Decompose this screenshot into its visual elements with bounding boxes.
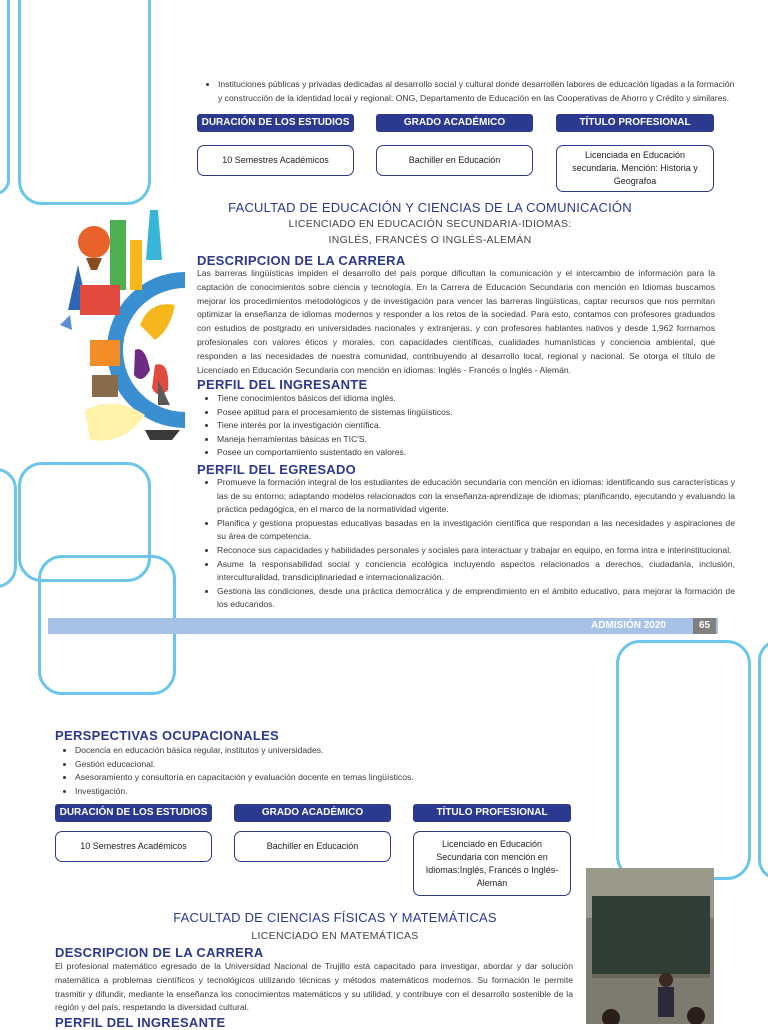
title-header: TÍTULO PROFESIONAL [413,804,571,822]
faculty-title: FACULTAD DE EDUCACIÓN Y CIENCIAS DE LA COMUNICACIÓN [228,200,632,215]
duration-value: 10 Semestres Académicos [197,145,354,176]
section-heading-perspectivas: PERSPECTIVAS OCUPACIONALES [55,728,280,743]
title-value: Licenciada en Educación secundaria. Mención: Historia y Geografoa [556,145,714,192]
degree-value: Bachiller en Educación [234,831,391,862]
section-heading-ingresante: PERFIL DEL INGRESANTE [55,1015,226,1030]
duration-header: DURACIÓN DE LOS ESTUDIOS [55,804,212,822]
decorative-frame [758,640,768,880]
list-item: • Investigación. [75,785,595,799]
egresado-list [197,476,735,612]
classroom-photo [586,868,714,1024]
degree-subtitle: LICENCIADO EN MATEMÁTICAS [251,930,419,942]
degree-header: GRADO ACADÉMICO [376,114,533,132]
list-item: • Instituciones públicas y privadas dedicadas al desarrollo social y cultural donde desarrollen labores de educación ligadas a la formación y construcción de la identidad local y regional: ONG, Departamento de Educación en las Cooperativas de Ahorro y Crédito y similares. [218,78,736,105]
page-footer-bar [48,618,718,634]
list-item: • Posee aptitud para el procesamiento de sistemas lingüísticos. [217,406,735,420]
section-heading-egresado: PERFIL DEL EGRESADO [197,462,357,477]
list-item: • Planifica y gestiona propuestas educativas basadas en la investigación científica que respondan a las necesidades y aspiraciones de su área de competencia. [217,517,735,544]
list-item: • Tiene interés por la investigación científica. [217,419,735,433]
list-item: • Docencia en educación básica regular, institutos y universidades. [75,744,595,758]
footer-label: ADMISIÓN 2020 [590,620,666,631]
perspectivas-list [55,744,595,798]
degree-subtitle: INGLÉS, FRANCÉS O INGLÉS-ALEMÁN [328,234,532,246]
decorative-frame [18,0,151,205]
page-number: 65 [693,618,716,634]
faculty-title: FACULTAD DE CIENCIAS FÍSICAS Y MATEMÁTICAS [173,910,497,925]
title-value: Licenciado en Educación Secundaria con mención en Idiomas:Inglés, Francés o Inglés-Alemán [413,831,571,896]
duration-value: 10 Semestres Académicos [55,831,212,862]
duration-header: DURACIÓN DE LOS ESTUDIOS [197,114,354,132]
list-item: • Reconoce sus capacidades y habilidades personales y sociales para interactuar y trabajar en equipo, en forma intra e interinstitucional. [217,544,735,558]
section-heading-description: DESCRIPCION DE LA CARRERA [55,945,264,960]
list-item: • Promueve la formación integral de los estudiantes de educación secundaria con mención en idiomas: identificando sus características y las de su entorno; adaptando modelos relacionados con la enseñanza-aprendizaje de idiomas; planificando, ejecutando y evaluando la práctica pedagógica, en el marco de la normatividad vigente. [217,476,735,517]
decorative-frame [0,468,17,588]
list-item: • Asume la responsabilidad social y conciencia ecológica incluyendo aspectos relacionados a derechos, ciudadanía, inclusión, interculturalidad, transdiciplinariedad e internacionalización. [217,558,735,585]
list-item: • Gestión educacional. [75,758,595,772]
ingresante-list [197,392,735,460]
degree-value: Bachiller en Educación [376,145,533,176]
title-header: TÍTULO PROFESIONAL [556,114,714,132]
list-item: • Maneja herramientas básicas en TIC'S. [217,433,735,447]
degree-header: GRADO ACADÉMICO [234,804,391,822]
section-heading-ingresante: PERFIL DEL INGRESANTE [197,377,368,392]
list-item: • Gestiona las condiciones, desde una práctica democrática y de emprendimiento en el ámbito educativo, para mejorar la formación de los educandos. [217,585,735,612]
travel-globe-illustration [50,200,185,460]
intro-bullet-list [198,78,736,105]
career-description: El profesional matemático egresado de la Universidad Nacional de Trujillo está capacitado para investigar, abordar y dar solución matemática a problemas científicos y tecnológicos utilizando técnicas y métodos matemáticos modernos. Su formación le permite trasmitir y difundir, mediante la enseñanza los conocimientos matemáticos y su utilidad, y contribuye con el desarrollo sostenible de la región y del país, respetando la diversidad cultural. [55,961,573,1013]
list-item: • Posee un comportamiento sustentado en valores. [217,446,735,460]
list-item: • Tiene conocimientos básicos del idioma inglés. [217,392,735,406]
career-description: Las barreras lingüísticas impiden el desarrollo del país porque dificultan la comunicación y el intercambio de información para la captación de conocimientos sobre ciencia y tecnología. En la Carrera de Educación Secundaria con mención en Idiomas buscamos mejorar los procedimientos metodológicos y de investigación para vencer las barreras lingüísticas, captar recursos que nos permitan optimizar la enseñanza de idiomas modernos y responder a los retos de la sociedad. Para esto, contamos con profesores graduados con estudios de postgrado en universidades nacionales y extranjeras, y con profesores hablantes nativos y desde 1,962 formamos profesionales con valores éticos y morales, con capacidades científicas, cualidades humanísticas y conciencia ambiental, que responden a las necesidades de nuestra comunidad, contribuyendo al desarrollo local, regional y nacional. Se otorga el título de Licenciado en Educación Secundaria con mención en idiomas: Inglés - Francés o Inglés - Alemán. [197,268,715,375]
degree-subtitle: LICENCIADO EN EDUCACIÓN SECUNDARIA-IDIOMAS: [288,218,572,230]
decorative-frame [616,640,751,880]
list-item: • Asesoramiento y consultoría en capacitación y evaluación docente en temas lingüísticos. [75,771,595,785]
section-heading-description: DESCRIPCION DE LA CARRERA [197,253,406,268]
decorative-frame [0,0,10,195]
